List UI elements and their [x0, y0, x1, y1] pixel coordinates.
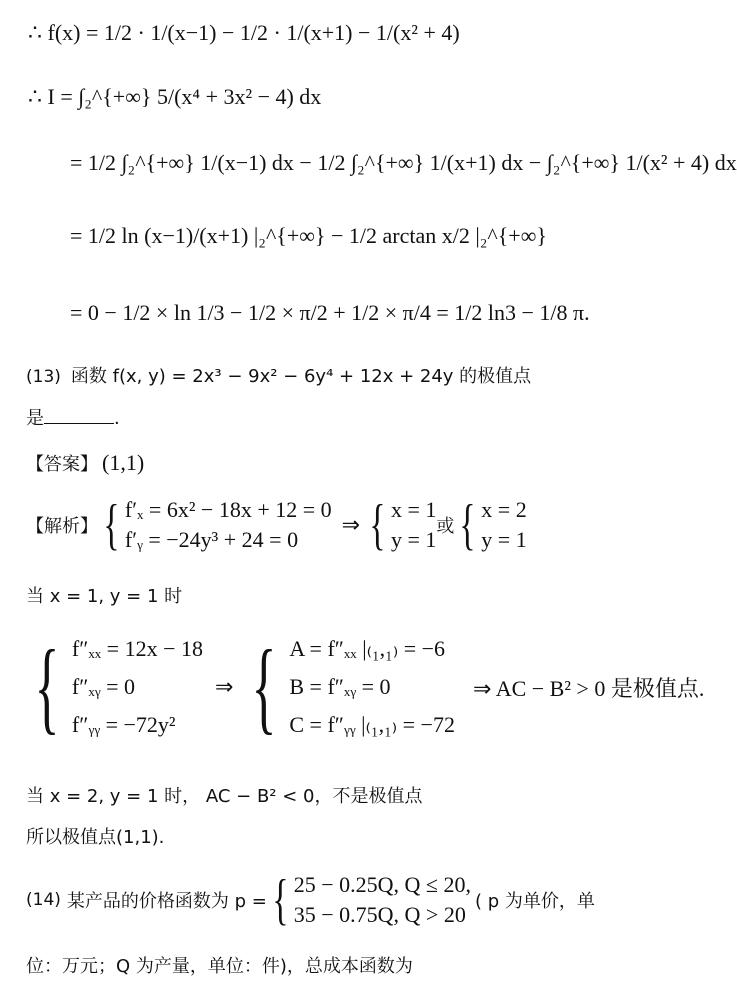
left-brace: { [272, 869, 289, 931]
question-text: 函数 f(x, y) = 2x³ − 9x² − 6y⁴ + 12x + 24y 的极值点 [70, 366, 532, 387]
blank-end: . [114, 408, 120, 429]
fyy-expr: f″ᵧᵧ = −72y² [71, 712, 176, 737]
sol1-x: x = 1 [390, 497, 437, 522]
sol2-y: y = 1 [481, 527, 527, 552]
implies-arrow: ⇒ [215, 674, 234, 699]
left-brace: { [251, 629, 277, 744]
fx-equation: f′ₓ = 6x² − 18x + 12 = 0 [124, 497, 332, 522]
second-partials [72, 630, 203, 744]
second-derivative-block [22, 630, 704, 744]
abc-values [289, 630, 455, 744]
question-text-after: ( p 为单价，单 [475, 891, 595, 912]
math-line-2: ∴ I = ∫₂^{+∞} 5/(x⁴ + 3x² − 4) dx [28, 84, 322, 109]
piece-1: 25 − 0.25Q, Q ≤ 20, [293, 872, 472, 897]
question-13-line2 [26, 404, 120, 430]
question-number: (13) [26, 367, 61, 387]
case-1-text: 当 x = 1, y = 1 时 [26, 586, 183, 607]
question-13 [26, 362, 531, 388]
answer-blank [44, 407, 114, 424]
left-brace: { [103, 494, 120, 556]
extremum-result: ⇒ AC − B² > 0 是极值点. [472, 675, 705, 701]
question-14-line2: 位：万元；Q 为产量，单位：件)，总成本函数为 [26, 956, 413, 977]
question-14 [26, 870, 595, 930]
answer-value: (1,1) [102, 450, 145, 475]
fxy-expr: f″ₓᵧ = 0 [71, 674, 136, 699]
conclusion: 所以极值点(1,1). [26, 827, 165, 848]
math-line-4: = 1/2 ln (x−1)/(x+1) |₂^{+∞} − 1/2 arctan x/2 |₂^{+∞} [70, 223, 547, 248]
a-value: A = f″ₓₓ |₍₁,₁₎ = −6 [289, 636, 446, 661]
b-value: B = f″ₓᵧ = 0 [289, 674, 391, 699]
analysis-block [26, 495, 527, 555]
question-number: (14) [26, 890, 61, 910]
math-line-3: = 1/2 ∫₂^{+∞} 1/(x−1) dx − 1/2 ∫₂^{+∞} 1/(x+1) dx − ∫₂^{+∞} 1/(x² + 4) dx [70, 150, 737, 175]
answer-line [26, 450, 144, 476]
analysis-label: 【解析】 [26, 516, 98, 537]
fxx-expr: f″ₓₓ = 12x − 18 [71, 636, 203, 661]
solution-1 [391, 495, 436, 555]
math-line-5: = 0 − 1/2 × ln 1/3 − 1/2 × π/2 + 1/2 × π/4 = 1/2 ln3 − 1/8 π. [70, 300, 590, 325]
left-brace: { [459, 494, 476, 556]
derivative-system [125, 495, 332, 555]
left-brace: { [34, 629, 60, 744]
piece-2: 35 − 0.75Q, Q > 20 [293, 902, 466, 927]
price-pieces [294, 870, 471, 930]
case-2-text: 当 x = 2, y = 1 时， AC − B² < 0，不是极值点 [26, 786, 423, 807]
answer-label: 【答案】 [26, 454, 98, 475]
implies-arrow: ⇒ [341, 512, 361, 537]
or-word: 或 [436, 516, 455, 537]
solution-2 [481, 495, 526, 555]
question-text: 某产品的价格函数为 p = [66, 891, 267, 912]
c-value: C = f″ᵧᵧ |₍₁,₁₎ = −72 [289, 712, 455, 737]
sol1-y: y = 1 [390, 527, 437, 552]
math-line-1: ∴ f(x) = 1/2 · 1/(x−1) − 1/2 · 1/(x+1) − 1/(x² + 4) [28, 20, 460, 45]
left-brace: { [369, 494, 386, 556]
fy-equation: f′ᵧ = −24y³ + 24 = 0 [124, 527, 299, 552]
question-prefix: 是 [26, 408, 44, 429]
sol2-x: x = 2 [481, 497, 527, 522]
